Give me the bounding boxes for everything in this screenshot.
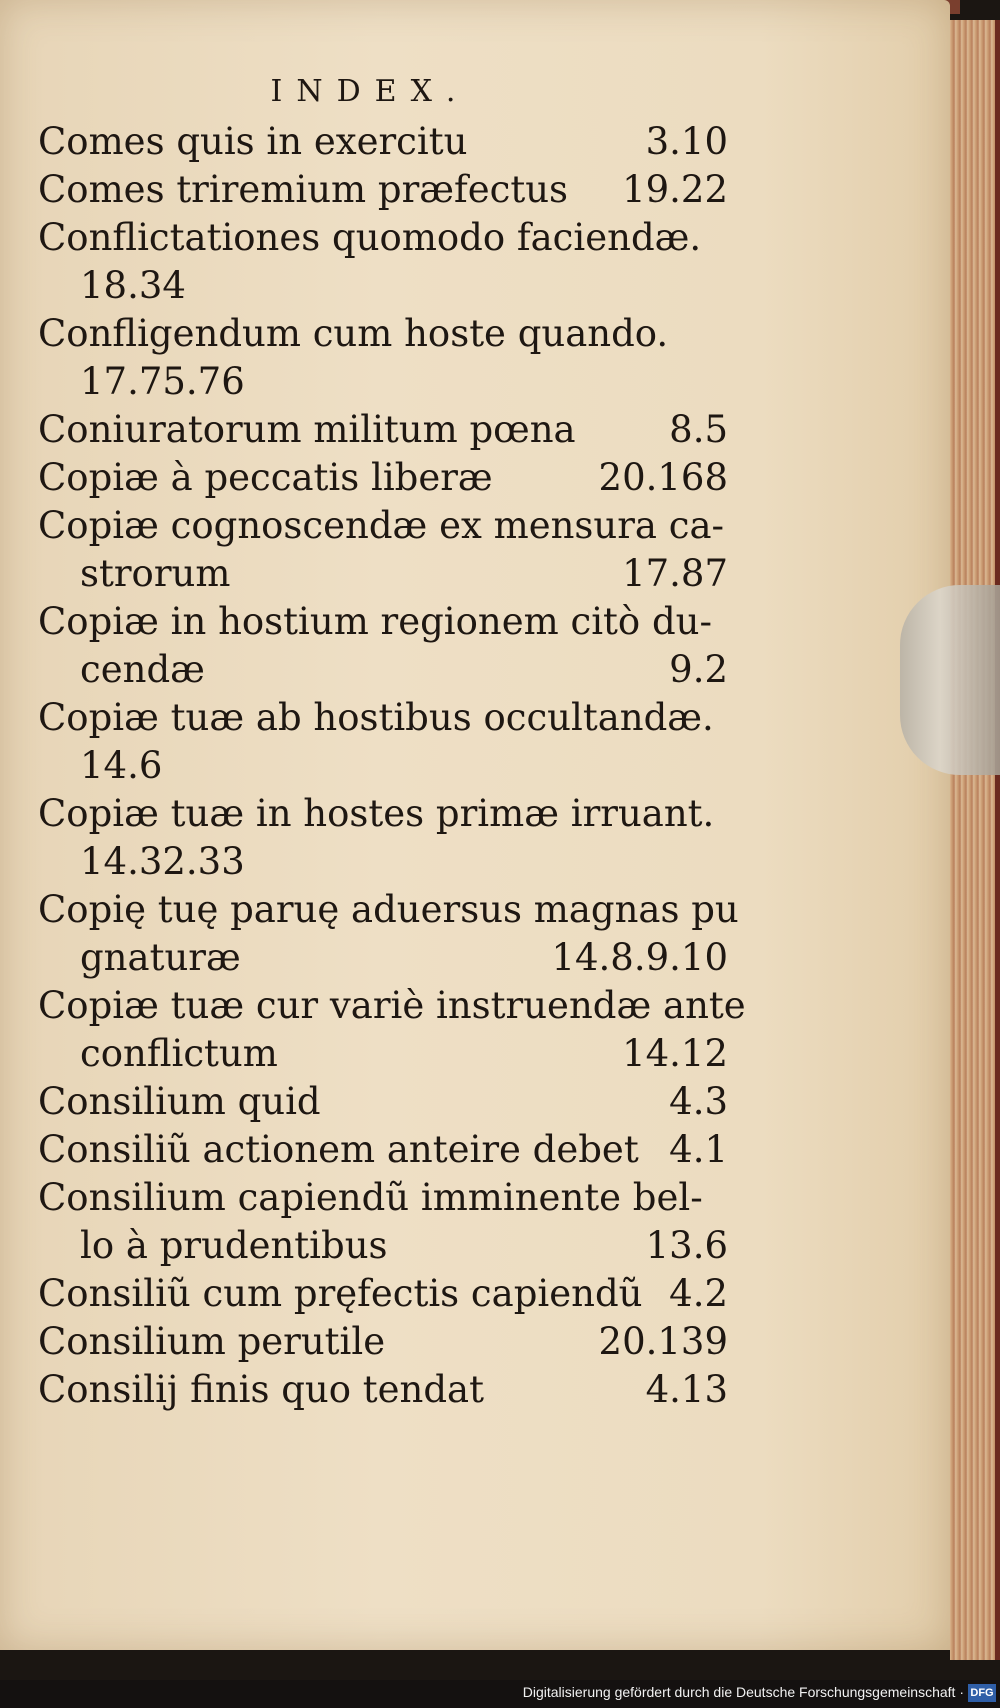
entry-text: Comes triremium præfectus [38, 168, 569, 211]
entry-line [38, 118, 728, 166]
entry-line [38, 790, 728, 838]
entry-line [38, 1174, 728, 1222]
entry-text: Copiæ cognoscendæ ex mensura ca- [38, 504, 725, 547]
entry-text: Consilij finis quo tendat [38, 1368, 484, 1411]
entry-continuation-line [38, 550, 728, 598]
entry-continuation-line [38, 262, 728, 310]
index-entry [38, 598, 728, 694]
book-cover-edge [995, 20, 1000, 1660]
index-entry [38, 214, 728, 310]
index-entry [38, 886, 739, 982]
entry-text: 14.32.33 [80, 840, 245, 883]
entry-reference: 14.12 [622, 1032, 728, 1075]
entry-line [38, 1126, 728, 1174]
entry-text: lo à prudentibus [80, 1224, 388, 1267]
entry-line [38, 886, 739, 934]
entry-text: Copiæ tuæ in hostes primæ irruant. [38, 792, 715, 835]
index-list [38, 118, 746, 1414]
page-clip [900, 585, 1000, 775]
entry-reference: 20.139 [598, 1320, 728, 1363]
index-entry [38, 118, 728, 166]
index-entry [38, 1366, 728, 1414]
entry-line [38, 694, 728, 742]
entry-text: Copiæ tuæ ab hostibus occultandæ. [38, 696, 714, 739]
entry-line [38, 1270, 728, 1318]
entry-reference: 13.6 [645, 1224, 728, 1267]
entry-text: strorum [80, 552, 231, 595]
index-entry [38, 310, 728, 406]
entry-line [38, 166, 728, 214]
entry-text: 14.6 [80, 744, 163, 787]
index-entry [38, 1126, 728, 1174]
entry-text: 18.34 [80, 264, 186, 307]
entry-text: 17.75.76 [80, 360, 245, 403]
entry-line [38, 598, 728, 646]
entry-line [38, 502, 728, 550]
index-entry [38, 694, 728, 790]
index-entry [38, 982, 746, 1078]
entry-line [38, 1366, 728, 1414]
entry-text: Coniuratorum militum pœna [38, 408, 576, 451]
entry-text: Copiæ à peccatis liberæ [38, 456, 493, 499]
index-entry [38, 1078, 728, 1126]
entry-line [38, 454, 728, 502]
entry-reference: 19.22 [622, 168, 728, 211]
entry-text: Confligendum cum hoste quando. [38, 312, 669, 355]
dfg-logo: DFG [968, 1684, 996, 1702]
entry-text: Consilium quid [38, 1080, 321, 1123]
index-entry [38, 502, 728, 598]
index-entry [38, 790, 728, 886]
entry-reference: 4.2 [669, 1272, 728, 1315]
entry-reference: 17.87 [622, 552, 728, 595]
entry-continuation-line [38, 1222, 728, 1270]
entry-line [38, 214, 728, 262]
entry-line [38, 310, 728, 358]
entry-text: Consiliũ cum pręfectis capiendũ [38, 1272, 643, 1315]
funding-credit: Digitalisierung gefördert durch die Deutsche Forschungsgemeinschaft · [522, 1684, 964, 1700]
entry-continuation-line [38, 838, 728, 886]
entry-line [38, 406, 728, 454]
entry-reference: 14.8.9.10 [551, 936, 728, 979]
index-entry [38, 1174, 728, 1270]
entry-text: Copię tuę paruę aduersus magnas pu [38, 888, 739, 931]
index-entry [38, 1270, 728, 1318]
index-entry [38, 1318, 728, 1366]
index-entry [38, 166, 728, 214]
entry-reference: 4.1 [669, 1128, 728, 1171]
entry-line [38, 1078, 728, 1126]
entry-text: conflictum [80, 1032, 278, 1075]
index-entry [38, 454, 728, 502]
entry-continuation-line [38, 646, 728, 694]
running-head: INDEX. [270, 74, 470, 109]
entry-reference: 20.168 [598, 456, 728, 499]
entry-text: Comes quis in exercitu [38, 120, 468, 163]
entry-text: Consilium capiendũ imminente bel- [38, 1176, 703, 1219]
entry-line [38, 1318, 728, 1366]
entry-reference: 4.3 [669, 1080, 728, 1123]
entry-line [38, 982, 746, 1030]
entry-text: Copiæ in hostium regionem citò du- [38, 600, 712, 643]
entry-continuation-line [38, 934, 728, 982]
entry-reference: 8.5 [669, 408, 728, 451]
entry-text: Consilium perutile [38, 1320, 386, 1363]
entry-text: Conflictationes quomodo faciendæ. [38, 216, 702, 259]
entry-text: gnaturæ [80, 936, 241, 979]
page-edges [950, 20, 1000, 1660]
entry-reference: 3.10 [645, 120, 728, 163]
entry-reference: 4.13 [645, 1368, 728, 1411]
entry-continuation-line [38, 358, 728, 406]
entry-text: Copiæ tuæ cur variè instruendæ ante [38, 984, 746, 1027]
entry-text: cendæ [80, 648, 205, 691]
entry-continuation-line [38, 742, 728, 790]
footer-bar [0, 1680, 1000, 1708]
entry-continuation-line [38, 1030, 728, 1078]
entry-text: Consiliũ actionem anteire debet [38, 1128, 639, 1171]
entry-reference: 9.2 [669, 648, 728, 691]
index-entry [38, 406, 728, 454]
